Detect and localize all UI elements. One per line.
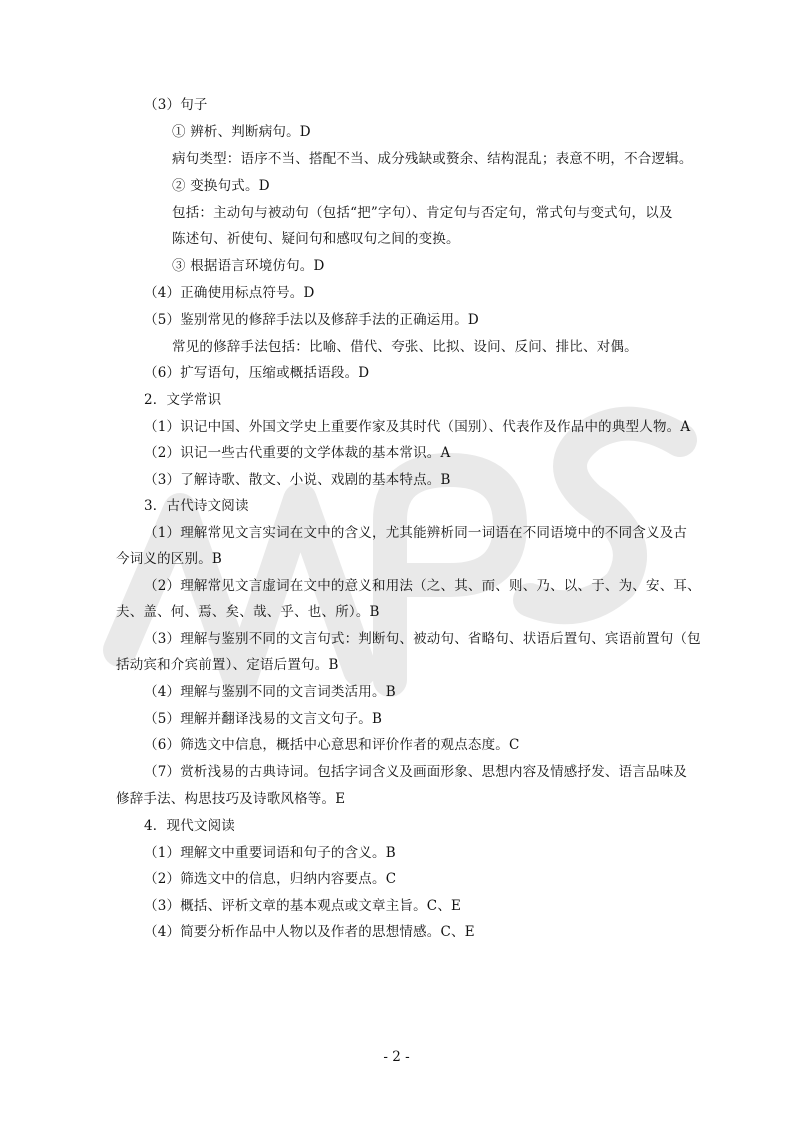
text-line: （3）了解诗歌、散文、小说、戏剧的基本特点。B [144,472,451,488]
page-number: - 2 - [383,1049,410,1065]
text-line: （6）筛选文中信息，概括中心意思和评价作者的观点态度。C [144,737,520,753]
text-line: （4）理解与鉴别不同的文言词类活用。B [144,684,396,700]
section-heading: 3．古代诗文阅读 [144,498,249,514]
text-line: （2）识记一些古代重要的文学体裁的基本常识。A [144,445,451,461]
text-line: 陈述句、祈使句、疑问句和感叹句之间的变换。 [172,231,460,247]
text-line: （3）理解与鉴别不同的文言句式：判断句、被动句、省略句、状语后置句、宾语前置句（包 [144,631,701,647]
text-line: （3）句子 [144,97,208,113]
text-line: （6）扩写语句，压缩或概括语段。D [144,365,370,381]
text-line: （3）概括、评析文章的基本观点或文章主旨。C、E [144,898,462,914]
text-line: （5）鉴别常见的修辞手法以及修辞手法的正确运用。D [144,312,479,328]
text-line: ① 辨析、判断病句。D [172,124,311,140]
text-line: 夫、盖、何、焉、矣、哉、乎、也、所）。B [116,604,380,620]
section-heading: 2．文学常识 [144,392,222,408]
text-line: （4）正确使用标点符号。D [144,285,315,301]
text-line: 括动宾和介宾前置）、定语后置句。B [116,657,339,673]
text-line: （4）简要分析作品中人物以及作者的思想情感。C、E [144,924,475,940]
text-line: （7）赏析浅易的古典诗词。包括字词含义及画面形象、思想内容及情感抒发、语言品味及 [144,764,688,780]
text-line: 今词义的区别。B [116,551,223,567]
text-line: 病句类型：语序不当、搭配不当、成分残缺或赘余、结构混乱；表意不明，不合逻辑。 [172,151,693,167]
text-line: 修辞手法、构思技巧及诗歌风格等。E [116,791,346,807]
text-line: （1）理解常见文言实词在文中的含义，尤其能辨析同一词语在不同语境中的不同含义及古 [144,525,688,541]
section-heading: 4．现代文阅读 [144,818,235,834]
text-line: 常见的修辞手法包括：比喻、借代、夸张、比拟、设问、反问、排比、对偶。 [172,339,638,355]
text-line: （2）理解常见文言虚词在文中的意义和用法（之、其、而、则、乃、以、于、为、安、耳、 [144,578,701,594]
text-line: （1）理解文中重要词语和句子的含义。B [144,845,396,861]
text-line: （1）识记中国、外国文学史上重要作家及其时代（国别）、代表作及作品中的典型人物。A [144,419,691,435]
text-line: （5）理解并翻译浅易的文言文句子。B [144,711,383,727]
text-line: ② 变换句式。D [172,178,270,194]
text-line: ③ 根据语言环境仿句。D [172,258,325,274]
text-line: （2）筛选文中的信息，归纳内容要点。C [144,871,397,887]
text-line: 包括：主动句与被动句（包括“把”字句）、肯定句与否定句，常式句与变式句，以及 [172,205,673,221]
